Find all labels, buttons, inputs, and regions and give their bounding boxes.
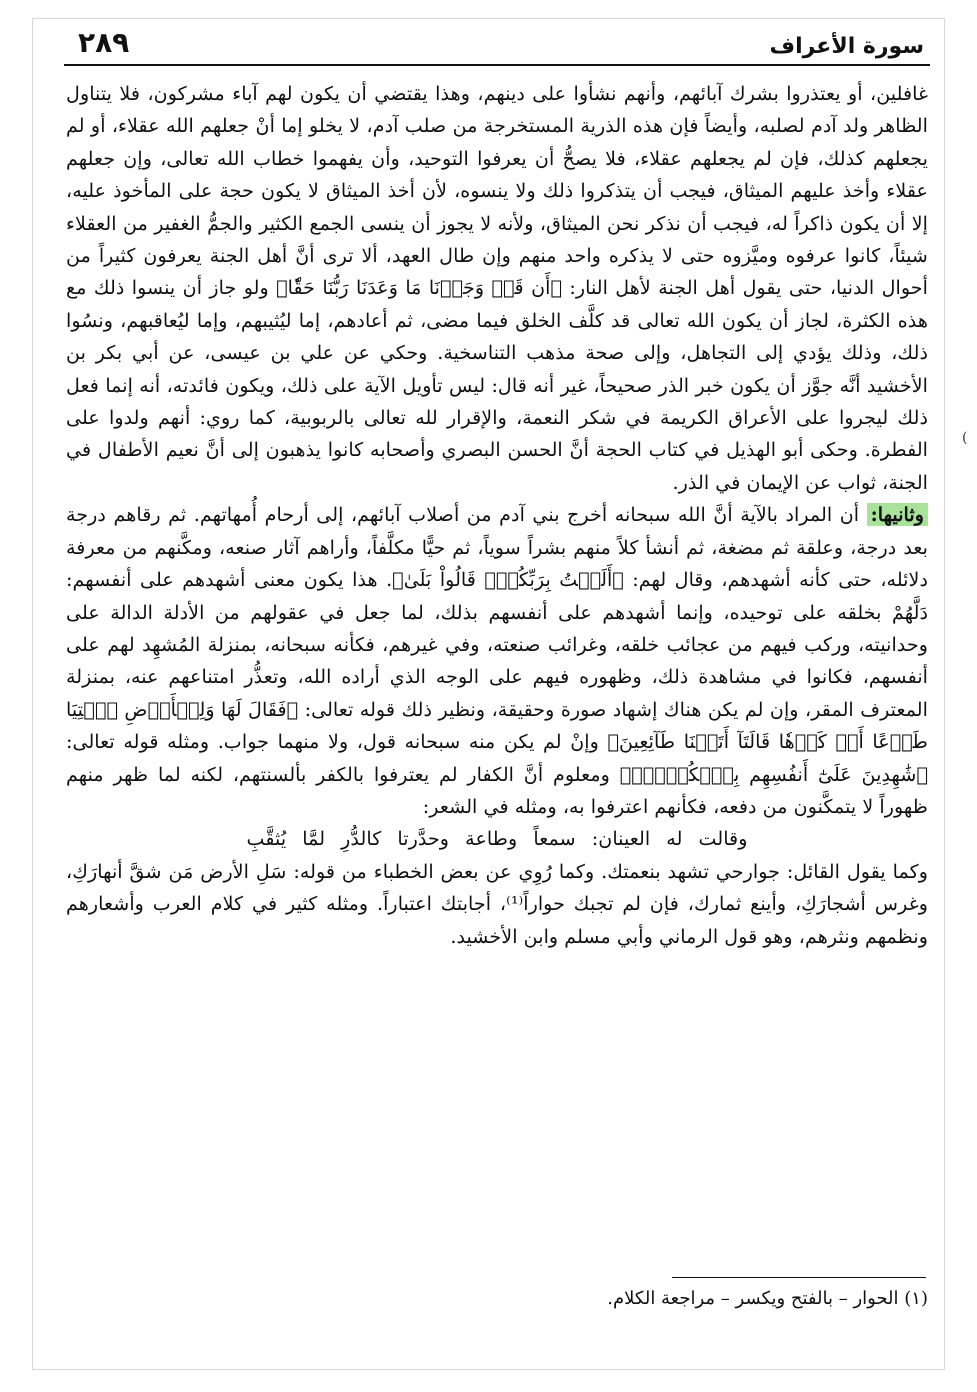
page-header	[64, 24, 930, 64]
header-rule	[64, 64, 930, 66]
poem-line: وقالت له العينان: سمعاً وطاعة وحدَّرتا كالدُّرِ لمَّا يُثقَّبِ	[246, 827, 748, 851]
paragraph-2	[66, 499, 928, 823]
surah-title: سورة الأعراف	[769, 34, 924, 59]
paragraph-2-text: أن المراد بالآية أنَّ الله سبحانه أخرج بني آدم من أصلاب آبائهم، إلى أرحام أُمهاتهم. ثم رقاهم درجة بعد درجة، وعلقة ثم مضغة، ثم أنشأ كلاً منهم بشراً سوياً، ثم حيًّا مكلَّفاً، وأراهم آثار صنعه، ومكَّنهم من معرفة دلائله، حتى كأنه أشهدهم، وقال لهم: ﴿أَلَسۡتُ بِرَبِّكُمۡۖ قَالُواْ بَلَىٰ﴾. هذا يكون معنى أشهدهم على أنفسهم: دَلَّهُمْ بخلقه على توحيده، وإنما أشهدهم على أنفسهم بذلك، لما جعل في عقولهم من الأدلة الدالة على وحدانيته، وركب فيهم من عجائب خلقه، وغرائب صنعته، وفي غيرهم، فكأنه سبحانه، بمنزلة المُشهِد لهم على أنفسهم، فكانوا في مشاهدة ذلك، وظهوره فيهم على الوجه الذي أراده الله، وتعذُّر امتناعهم عنه، بمنزلة المعترف المقر، وإن لم يكن هناك إشهاد صورة وحقيقة، ونظير ذلك قوله تعالى: ﴿فَقَالَ لَهَا وَلِلۡأَرۡضِ ٱئۡتِيَا طَوۡعًا أَوۡ كَرۡهٗا قَالَتَآ أَتَيۡنَا طَآئِعِينَ﴾ وإنْ لم يكن منه سبحانه قول، ولا منهما جواب. ومثله قوله تعالى: ﴿شَٰهِدِينَ عَلَىٰٓ أَنفُسِهِم بِٱلۡكُفۡرِۚ﴾ ومعلوم أنَّ الكفار لم يعترفوا بالكفر بألسنتهم، لكنه لما ظهر منهم ظهوراً لا يتمكَّنون من دفعه، فكأنهم اعترفوا به، ومثله في الشعر:	[66, 503, 928, 818]
paragraph-1: غافلين، أو يعتذروا بشرك آبائهم، وأنهم نشأوا على دينهم، وهذا يقتضي أن يكون لهم آباء مشركون، فلا يتناول الظاهر ولد آدم لصلبه، وأيضاً فإن هذه الذرية المستخرجة من صلب آدم، لا يخلو إما أنْ جعلهم الله عقلاء، أو لم يجعلهم كذلك، فإن لم يجعلهم عقلاء، فلا يصحُّ أن يعرفوا التوحيد، وأن يفهموا خطاب الله تعالى، وإن جعلهم عقلاء وأخذ عليهم الميثاق، فيجب أن يتذكروا ذلك ولا ينسوه، لأن أخذ الميثاق لا يكون حجة على المأخوذ عليه، إلا أن يكون ذاكراً له، فيجب أن نذكر نحن الميثاق، ولأنه لا يجوز أن ينسى الجمع الكثير والجمُّ الغفير من العقلاء شيئاً، كانوا عرفوه وميَّزوه حتى لا يذكره واحد منهم وإن طال العهد، ألا ترى أنَّ أهل الجنة يعرفون كثيراً من أحوال الدنيا، حتى يقول أهل الجنة لأهل النار: ﴿أَن قَدۡ وَجَدۡنَا مَا وَعَدَنَا رَبُّنَا حَقّٗا﴾ ولو جاز أن ينسوا ذلك مع هذه الكثرة، لجاز أن يكون الله تعالى قد كلَّف الخلق فيما مضى، ثم أعادهم، إما ليُثيبهم، وإما ليُعاقبهم، ونسُوا ذلك، وذلك يؤدي إلى التجاهل، وإلى صحة مذهب التناسخية. وحكي عن علي بن عيسى، عن أبي بكر بن الأخشيد أنَّه جوَّز أن يكون خبر الذر صحيحاً، غير أنه قال: ليس تأويل الآية على ذلك، ويكون فائدته، أنه إنما فعل ذلك ليجروا على الأعراق الكريمة في شكر النعمة، والإقرار لله تعالى بالربوبية، كما روي: أنهم ولدوا على الفطرة. وحكى أبو الهذيل في كتاب الحجة أنَّ الحسن البصري وأصحابه كانوا يذهبون إلى أنَّ نعيم الأطفال في الجنة، ثواب عن الإيمان في الذر.	[66, 82, 928, 494]
paragraph-3: وكما يقول القائل: جوارحي تشهد بنعمتك. وكما رُوِي عن بعض الخطباء من قوله: سَلِ الأرض مَن شقَّ أنهارَكِ، وغرس أشجارَكِ، وأينع ثمارك، فإن لم تجبك حواراً⁽¹⁾، أجابتك اعتباراً. ومثله كثير في كلام العرب وأشعارهم ونظمهم ونثرهم، وهو قول الرماني وأبي مسلم وابن الأخشيد.	[66, 859, 928, 948]
page-number: ٢٨٩	[78, 26, 130, 59]
body-text	[66, 78, 928, 1238]
footnote: (١) الحوار – بالفتح ويكسر – مراجعة الكلام.	[607, 1288, 928, 1309]
margin-mark: (	[962, 430, 968, 446]
footnote-rule	[672, 1277, 926, 1278]
highlighted-label: وثانيها:	[867, 503, 928, 526]
